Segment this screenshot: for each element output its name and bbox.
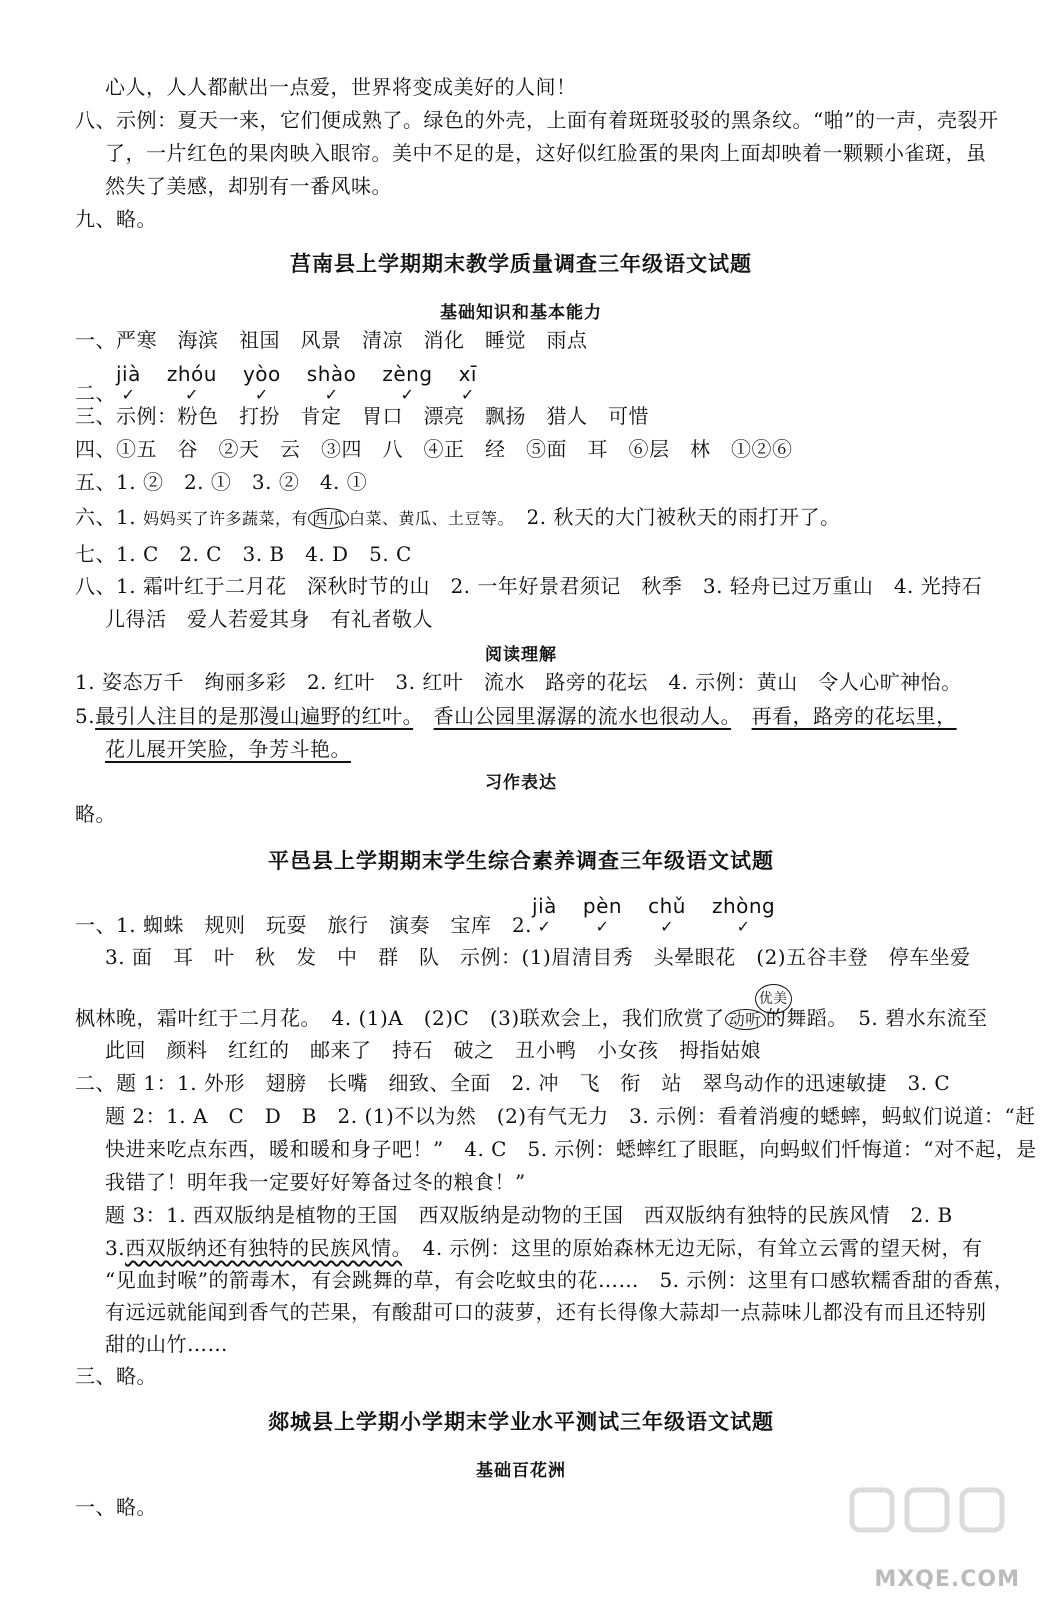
underlined-sentence: 香山公园里潺潺的流水也很动人。 (433, 704, 732, 728)
answer-line: 七、1. C 2. C 3. B 4. D 5. C (75, 542, 412, 566)
pinyin-item: pèn ✓ (582, 894, 623, 936)
section-subtitle: 阅读理解 (485, 645, 557, 665)
answer-line: 1. 姿态万千 绚丽多彩 2. 红叶 3. 红叶 流水 路旁的花坛 4. 示例：黄山 令人心旷神怡。 (75, 670, 962, 694)
underlined-sentence: 花儿展开笑脸，争芳斗艳。 (105, 737, 351, 761)
pinyin-item: jià ✓ (116, 362, 141, 404)
pinyin-item: chǔ ✓ (648, 894, 686, 936)
section-subtitle: 习作表达 (485, 773, 557, 793)
check-mark: ✓ (660, 917, 674, 936)
pinyin-item: zhòng ✓ (711, 894, 776, 936)
inserted-correction: 优美 (755, 984, 792, 1014)
section-title: 平邑县上学期期末学生综合素养调查三年级语文试题 (268, 849, 774, 873)
circled-word: 西瓜 (308, 508, 349, 529)
section-title: 莒南县上学期期末教学质量调查三年级语文试题 (290, 252, 752, 276)
answer-line: 枫林晚，霜叶红于二月花。 4. (1)A (2)C (3)联欢会上，我们欣赏了 动听 优美 的舞蹈。 5. 碧水东流至 (75, 1004, 988, 1034)
answer-line: 有远远就能闻到香气的芒果，有酸甜可口的菠萝，还有长得像大蒜却一点蒜味儿都没有而且还特别 (105, 1300, 987, 1324)
answer-line: “见血封喉”的箭毒木，有会跳舞的草，有会吃蚊虫的花…… 5. 示例：这里有口感软糯香甜的香蕉， (105, 1268, 1015, 1292)
pinyin-item: xī ✓ (458, 362, 477, 404)
check-mark: ✓ (184, 385, 199, 404)
pinyin-item: jià ✓ (532, 894, 557, 936)
answer-line: 四、①五 谷 ②天 云 ③四 八 ④正 经 ⑤面 耳 ⑥层 林 ①②⑥ (75, 437, 793, 461)
answer-line: 五、1. ② 2. ① 3. ② 4. ① (75, 470, 368, 494)
answer-line: 一、略。 (75, 1495, 157, 1519)
pinyin-item: zèng ✓ (382, 362, 433, 404)
answer-line (105, 735, 351, 763)
answer-line: 题 2：1. A C D B 2. (1)不以为然 (2)有气无力 3. 示例：看着消瘦的蟋蟀，蚂蚁们说道：“赶 (105, 1104, 1036, 1128)
check-mark: ✓ (254, 385, 269, 404)
circled-word: 动听 (725, 1009, 766, 1030)
text-line: 然失了美感，却别有一番风味。 (105, 174, 392, 198)
text-line: 心人，人人都献出一点爱，世界将变成美好的人间！ (105, 75, 577, 99)
text-line: 九、略。 (75, 207, 157, 231)
answer-label: 二、 (75, 381, 116, 405)
section-subtitle: 基础百花洲 (476, 1461, 566, 1481)
answer-line: 八、1. 霜叶红于二月花 深秋时节的山 2. 一年好景君须记 秋季 3. 轻舟已过万重山 4. 光持石 (75, 574, 983, 598)
section-subtitle: 基础知识和基本能力 (440, 303, 602, 323)
answer-line: 3. 面 耳 叶 秋 发 中 群 队 示例：(1)眉清目秀 头晕眼花 (2)五谷丰登 停车坐爱 (105, 945, 971, 969)
answer-line: 题 3：1. 西双版纳是植物的王国 西双版纳是动物的王国 西双版纳有独特的民族风情 2. B (105, 1203, 953, 1227)
underlined-sentence: 再看，路旁的花坛里， (751, 704, 957, 728)
answer-line: 三、略。 (75, 1364, 157, 1388)
answer-line: 此回 颜料 红红的 邮来了 持石 破之 丑小鸭 小女孩 拇指姑娘 (105, 1038, 761, 1062)
answer-line: 5.最引人注目的是那漫山遍野的红叶。 香山公园里潺潺的流水也很动人。 再看，路旁的花坛里， (75, 704, 957, 728)
check-mark: ✓ (736, 917, 751, 936)
answer-line: 二、题 1：1. 外形 翅膀 长嘴 细致、全面 2. 冲 飞 衔 站 翠鸟动作的迅速敏捷 3. C (75, 1071, 951, 1095)
answer-line: 三、示例：粉色 打扮 肯定 胃口 漂亮 飘扬 猎人 可惜 (75, 404, 649, 428)
check-mark: ✓ (324, 385, 339, 404)
answer-line: 快进来吃点东西，暖和暖和身子吧！” 4. C 5. 示例：蟋蟀红了眼眶，向蚂蚁们忏悔道：“对不起，是 (105, 1137, 1037, 1161)
answer-line: 甜的山竹…… (105, 1332, 228, 1356)
pinyin-item: zhóu ✓ (166, 362, 217, 404)
check-mark: ✓ (121, 385, 136, 404)
pinyin-item: shào ✓ (306, 362, 357, 404)
pinyin-item: yòo ✓ (242, 362, 281, 404)
text-line: 八、示例：夏天一来，它们便成熟了。绿色的外壳，上面有着斑斑驳驳的黑条纹。“啪”的一声，壳裂开 (75, 108, 999, 132)
answer-line: 我错了！明年我一定要好好筹备过冬的粮食！” (105, 1170, 526, 1194)
answer-line: 六、1. 妈妈买了许多蔬菜，有 西瓜 白菜、黄瓜、土豆等。 2. 秋天的大门被秋天的雨打开了。 (75, 505, 841, 529)
answer-line: 儿得活 爱人若爱其身 有礼者敬人 (105, 607, 433, 631)
check-mark: ✓ (460, 385, 475, 404)
answer-line: 3.西双版纳还有独特的民族风情。 4. 示例：这里的原始森林无边无际，有耸立云霄的望天树，有 (105, 1236, 983, 1260)
section-title: 郯城县上学期小学期末学业水平测试三年级语文试题 (268, 1410, 774, 1434)
check-mark: ✓ (537, 917, 552, 936)
answer-line-pinyin (75, 360, 503, 407)
text-line: 了，一片红色的果肉映入眼帘。美中不足的是，这好似红脸蛋的果肉上面却映着一颗颗小雀斑，虽 (105, 141, 987, 165)
watermark-text: MXQE.COM (874, 1567, 1020, 1592)
answer-line-pinyin: 一、1. 蜘蛛 规则 玩耍 旅行 演奏 宝库 2.jià ✓ pèn ✓ chǔ ✓ zhòng ✓ (75, 894, 776, 937)
underlined-sentence: 最引人注目的是那漫山遍野的红叶。 (95, 704, 414, 728)
answer-line: 一、严寒 海滨 祖国 风景 清凉 消化 睡觉 雨点 (75, 328, 588, 352)
answer-line: 略。 (75, 802, 116, 826)
wavy-underlined-sentence: 西双版纳还有独特的民族风情。 (125, 1236, 403, 1260)
check-mark: ✓ (595, 917, 610, 936)
check-mark: ✓ (400, 385, 415, 404)
